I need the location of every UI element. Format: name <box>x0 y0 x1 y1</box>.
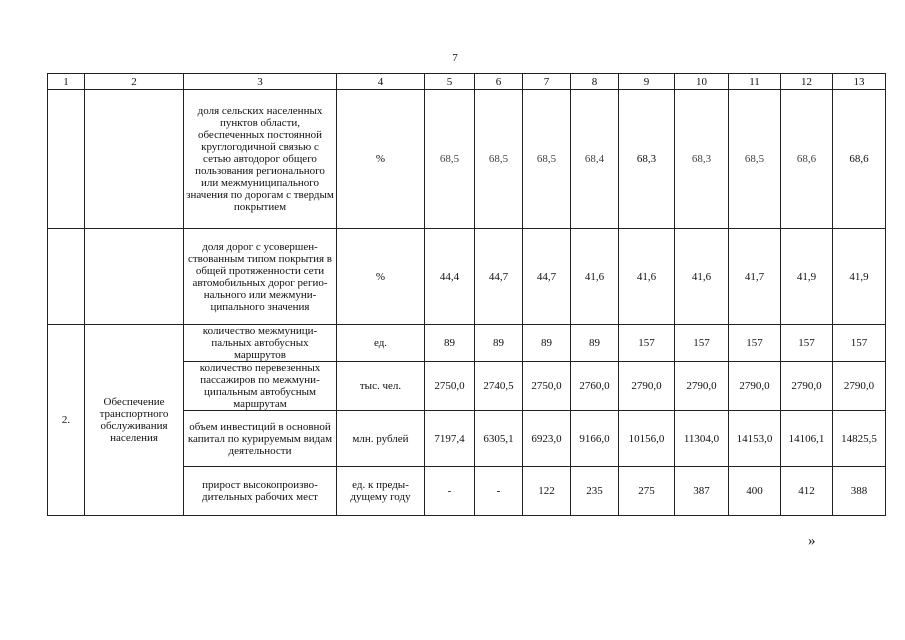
indicator-name: доля сельских населенных пунктов области, обеспеченных постоянной круглогодичной связью с сетью автодорог общего пользования регионального или межмуниципального значения по дорогам с твердым покрытием <box>184 90 337 229</box>
value-cell: 41,7 <box>729 229 781 325</box>
value-cell: 2760,0 <box>571 362 619 411</box>
value-cell: 68,6 <box>781 90 833 229</box>
value-cell: 44,4 <box>425 229 475 325</box>
value-cell: 68,5 <box>729 90 781 229</box>
column-header: 1 <box>48 74 85 90</box>
table-row <box>48 90 886 229</box>
column-header: 6 <box>475 74 523 90</box>
value-cell: 275 <box>619 467 675 516</box>
value-cell: 89 <box>523 325 571 362</box>
column-header: 10 <box>675 74 729 90</box>
column-header: 11 <box>729 74 781 90</box>
value-cell: 2790,0 <box>781 362 833 411</box>
value-cell: 89 <box>475 325 523 362</box>
value-cell: 14106,1 <box>781 411 833 467</box>
unit: тыс. чел. <box>337 362 425 411</box>
unit: % <box>337 90 425 229</box>
column-header: 8 <box>571 74 619 90</box>
value-cell: 6305,1 <box>475 411 523 467</box>
page-number: 7 <box>452 52 458 64</box>
indicator-name: доля дорог с усовершенствованным типом покрытия в общей протяженности сети автомобильных дорог регионального или межмуниципального значения <box>184 229 337 325</box>
indicator-name: объем инвестиций в основной капитал по курируемым видам деятельности <box>184 411 337 467</box>
value-cell: 2740,5 <box>475 362 523 411</box>
value-cell: 2790,0 <box>619 362 675 411</box>
value-cell: 68,5 <box>425 90 475 229</box>
value-cell: 41,6 <box>675 229 729 325</box>
value-cell: 7197,4 <box>425 411 475 467</box>
value-cell: 412 <box>781 467 833 516</box>
column-header: 9 <box>619 74 675 90</box>
indicator-name: прирост высокопроизводительных рабочих мест <box>184 467 337 516</box>
value-cell: - <box>425 467 475 516</box>
value-cell: 6923,0 <box>523 411 571 467</box>
value-cell: 388 <box>833 467 886 516</box>
value-cell: 9166,0 <box>571 411 619 467</box>
value-cell: 157 <box>781 325 833 362</box>
value-cell: - <box>475 467 523 516</box>
value-cell: 122 <box>523 467 571 516</box>
table-row <box>48 229 886 325</box>
column-header: 7 <box>523 74 571 90</box>
row-number <box>48 229 85 325</box>
value-cell: 400 <box>729 467 781 516</box>
value-cell: 2790,0 <box>729 362 781 411</box>
header-row <box>48 74 886 90</box>
value-cell: 2790,0 <box>675 362 729 411</box>
value-cell: 235 <box>571 467 619 516</box>
value-cell: 41,6 <box>571 229 619 325</box>
value-cell: 41,6 <box>619 229 675 325</box>
column-header: 13 <box>833 74 886 90</box>
closing-quote: » <box>808 533 816 549</box>
value-cell: 11304,0 <box>675 411 729 467</box>
value-cell: 44,7 <box>523 229 571 325</box>
section-name: Обеспечение транспортного обслуживания населения <box>85 325 184 516</box>
value-cell: 157 <box>675 325 729 362</box>
unit: ед. <box>337 325 425 362</box>
value-cell: 68,5 <box>523 90 571 229</box>
value-cell: 157 <box>729 325 781 362</box>
value-cell: 157 <box>619 325 675 362</box>
value-cell: 41,9 <box>833 229 886 325</box>
value-cell: 14153,0 <box>729 411 781 467</box>
value-cell: 44,7 <box>475 229 523 325</box>
value-cell: 89 <box>425 325 475 362</box>
value-cell: 14825,5 <box>833 411 886 467</box>
unit: млн. рублей <box>337 411 425 467</box>
section-name <box>85 90 184 229</box>
indicator-name: количество перевезенных пассажиров по межмуниципальным автобусным маршрутам <box>184 362 337 411</box>
value-cell: 68,5 <box>475 90 523 229</box>
column-header: 3 <box>184 74 337 90</box>
value-cell: 2750,0 <box>523 362 571 411</box>
value-cell: 2790,0 <box>833 362 886 411</box>
indicators-table <box>47 73 886 516</box>
row-number: 2. <box>48 325 85 516</box>
row-number <box>48 90 85 229</box>
value-cell: 68,6 <box>833 90 886 229</box>
value-cell: 68,3 <box>675 90 729 229</box>
value-cell: 89 <box>571 325 619 362</box>
value-cell: 68,4 <box>571 90 619 229</box>
indicator-name: количество межмуниципальных автобусных маршрутов <box>184 325 337 362</box>
value-cell: 41,9 <box>781 229 833 325</box>
value-cell: 10156,0 <box>619 411 675 467</box>
section-name <box>85 229 184 325</box>
table-row <box>48 325 886 362</box>
value-cell: 157 <box>833 325 886 362</box>
column-header: 12 <box>781 74 833 90</box>
value-cell: 68,3 <box>619 90 675 229</box>
unit: % <box>337 229 425 325</box>
value-cell: 2750,0 <box>425 362 475 411</box>
value-cell: 387 <box>675 467 729 516</box>
column-header: 2 <box>85 74 184 90</box>
column-header: 4 <box>337 74 425 90</box>
unit: ед. к предыдущему году <box>337 467 425 516</box>
column-header: 5 <box>425 74 475 90</box>
